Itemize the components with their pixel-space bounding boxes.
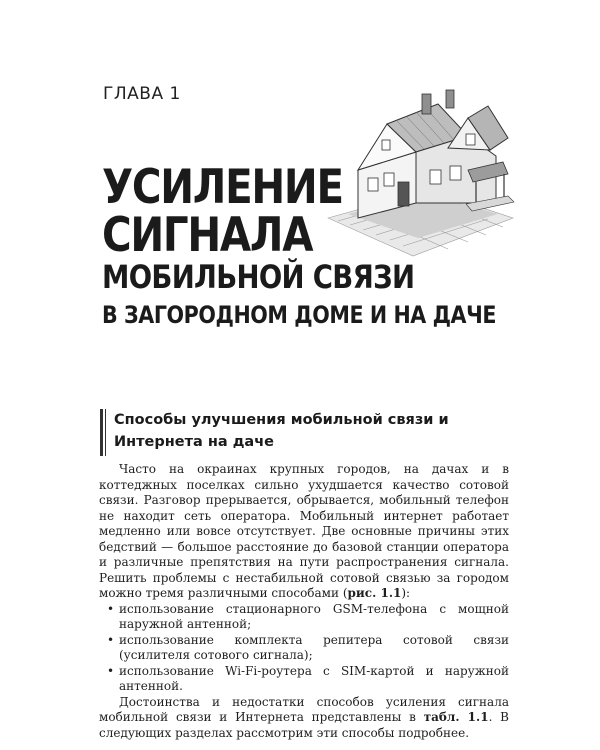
title-line-4: В ЗАГОРОДНОМ ДОМЕ И НА ДАЧЕ [102, 301, 497, 329]
chapter-label: ГЛАВА 1 [103, 84, 181, 104]
list-item: • использование Wi-Fi-роутера с SIM-картой и наружной антенной. [119, 664, 509, 695]
title-line-2: СИГНАЛА [102, 208, 313, 263]
table-ref: табл. 1.1 [423, 710, 489, 724]
house-illustration [318, 78, 518, 263]
figure-ref: рис. 1.1 [347, 586, 402, 600]
list-item: • использование комплекта репитера сотовой связи (усилителя сотового сигнала); [119, 633, 509, 664]
section-heading: Способы улучшения мобильной связи и Интернета на даче [114, 412, 449, 450]
title-line-3: МОБИЛЬНОЙ СВЯЗИ [102, 258, 415, 296]
title-line-1: УСИЛЕНИЕ [102, 160, 343, 215]
intro-paragraph: Часто на окраинах крупных городов, на дачах и в коттеджных поселках сильно ухудшается качество сотовой связи. Разговор прерывается, обрывается, мобильный телефон не находит сеть оператора. Мобильный интернет работает медленно или вовсе отсутствует. Две основные причины этих бедствий — большое расстояние до базовой станции оператора и различные препятствия на пути распространения сигнала. Решить проблемы с нестабильной сотовой связью за городом можно тремя различными способами (рис. 1.1): [99, 462, 509, 600]
closing-paragraph: Достоинства и недостатки способов усиления сигнала мобильной связи и Интернета представлены в табл. 1.1. В следующих разделах рассмотрим эти способы подробнее. [99, 694, 509, 740]
section-marker [100, 409, 103, 456]
section-marker-thin [105, 409, 106, 456]
list-item: • использование стационарного GSM-телефона с мощной наружной антенной; [119, 602, 509, 633]
body-text [99, 462, 509, 741]
methods-list [99, 602, 509, 695]
